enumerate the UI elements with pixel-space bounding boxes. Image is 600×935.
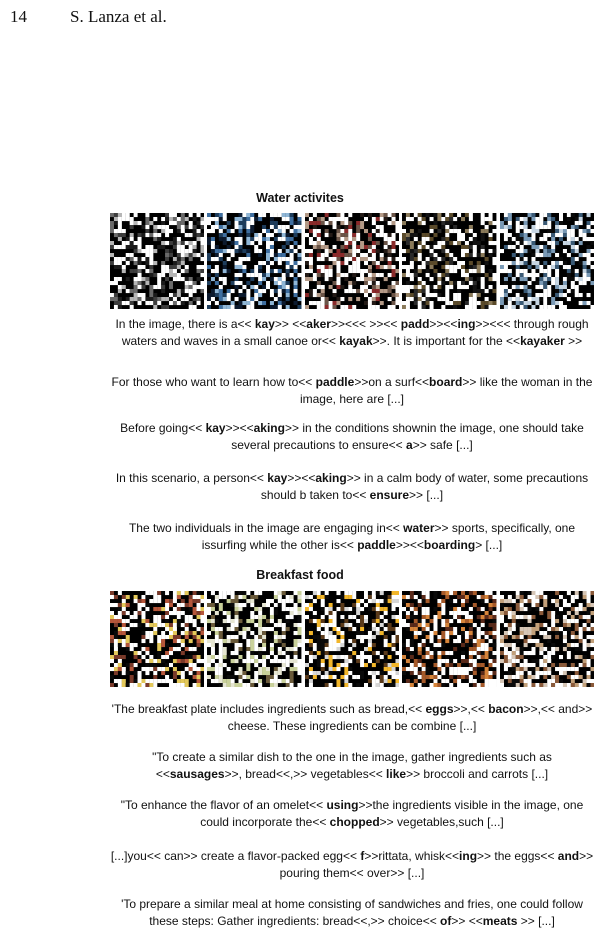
highlighted-token: bacon	[488, 702, 524, 716]
caption-text: >>rittata, whisk<<	[364, 849, 460, 863]
highlighted-token: of	[440, 913, 452, 928]
section-title-breakfast: Breakfast food	[256, 568, 344, 582]
highlighted-token: board	[429, 375, 463, 389]
caption-paragraph	[108, 701, 596, 734]
masked-image-mosaic	[207, 591, 301, 687]
caption-text: >> <<	[274, 317, 307, 331]
kayak-image-3	[305, 213, 399, 309]
caption-text: >> like the woman in the image, here are [...]	[299, 375, 593, 406]
caption-text: >><<	[429, 317, 458, 331]
breakfast-image-1	[110, 591, 204, 687]
kayak-image-5	[500, 213, 594, 309]
image-strip-water	[110, 213, 594, 309]
caption-paragraph	[108, 749, 596, 782]
highlighted-token: using	[326, 798, 359, 812]
highlighted-token: sausages	[169, 766, 225, 781]
highlighted-token: water	[403, 521, 435, 535]
caption-text: >>,<< and>> cheese. These ingredients can be combine [...]	[227, 702, 593, 733]
caption-text: >> broccoli and carrots [...]	[406, 766, 549, 781]
highlighted-token: aker	[306, 317, 331, 331]
caption-text: >> the eggs<<	[477, 849, 558, 863]
masked-image-mosaic	[305, 213, 399, 309]
caption-paragraph	[108, 470, 596, 503]
caption-paragraph	[108, 420, 596, 453]
highlighted-token: ing	[459, 849, 478, 863]
breakfast-image-4	[402, 591, 496, 687]
caption-text: > [...]	[475, 537, 503, 552]
caption-text: >> sports, specifically, one issurfing while the other is<<	[201, 521, 576, 552]
caption-text: >>	[564, 333, 583, 348]
highlighted-token: aking	[253, 421, 285, 435]
caption-text: >><<	[287, 471, 316, 485]
caption-text: >> [...]	[409, 487, 444, 502]
highlighted-token: kayaker	[520, 333, 565, 348]
caption-text: In the image, there is a<<	[115, 317, 255, 331]
caption-text: [...]you<< can>> create a flavor-packed egg<<	[110, 849, 361, 863]
caption-text: >> in a calm body of water, some precautions should b taken to<<	[260, 471, 589, 502]
masked-image-mosaic	[402, 591, 496, 687]
caption-text: Before going<<	[120, 421, 206, 435]
breakfast-image-3	[305, 591, 399, 687]
highlighted-token: a	[406, 437, 413, 452]
caption-text: >> in the conditions shownin the image, one should take several precautions to ensure<<	[231, 421, 584, 452]
caption-text: "To enhance the flavor of an omelet<<	[120, 798, 327, 812]
caption-text: >><<< through rough waters and waves in a small canoe or<<	[121, 317, 589, 348]
masked-image-mosaic	[110, 213, 204, 309]
highlighted-token: padd	[400, 317, 430, 331]
highlighted-token: chopped	[329, 814, 380, 829]
highlighted-token: kayak	[339, 333, 373, 348]
masked-image-mosaic	[500, 591, 594, 687]
page-number: 14	[10, 7, 27, 26]
kayak-image-1	[110, 213, 204, 309]
caption-text: In this scenario, a person<<	[115, 471, 268, 485]
caption-text: >>on a surf<<	[354, 375, 430, 389]
highlighted-token: kay	[267, 471, 288, 485]
caption-text: >>, bread<<,>> vegetables<<	[224, 766, 387, 781]
caption-paragraph	[108, 520, 596, 553]
breakfast-image-2	[207, 591, 301, 687]
caption-text: >> pouring them<< over>> [...]	[279, 849, 594, 880]
caption-text: 'The breakfast plate includes ingredients such as bread,<<	[111, 702, 426, 716]
caption-paragraph	[108, 316, 596, 349]
caption-text: "To create a similar dish to the one in the image, gather ingredients such as <<	[152, 750, 552, 781]
highlighted-token: and	[557, 849, 580, 863]
highlighted-token: eggs	[425, 702, 454, 716]
highlighted-token: ing	[457, 317, 476, 331]
caption-paragraph	[108, 374, 596, 407]
highlighted-token: boarding	[423, 537, 476, 552]
highlighted-token: ensure	[369, 487, 410, 502]
highlighted-token: f	[360, 849, 365, 863]
masked-image-mosaic	[110, 591, 204, 687]
highlighted-token: meats	[482, 913, 518, 928]
caption-text: >> [...]	[517, 913, 555, 928]
highlighted-token: kay	[254, 317, 275, 331]
caption-text: >> <<	[451, 913, 483, 928]
caption-text: >>,<<	[453, 702, 489, 716]
caption-paragraph	[108, 896, 596, 929]
highlighted-token: like	[386, 766, 407, 781]
caption-text: >> vegetables,such [...]	[379, 814, 504, 829]
caption-text: For those who want to learn how to<<	[111, 375, 316, 389]
caption-paragraph	[108, 797, 596, 830]
image-strip-breakfast	[110, 591, 594, 687]
caption-paragraph	[108, 848, 596, 881]
caption-text: >>the ingredients visible in the image, one could incorporate the<<	[200, 798, 584, 829]
masked-image-mosaic	[207, 213, 301, 309]
caption-text: >>. It is important for the <<	[372, 333, 521, 348]
highlighted-token: kay	[205, 421, 226, 435]
masked-image-mosaic	[305, 591, 399, 687]
caption-text: The two individuals in the image are engaging in<<	[128, 521, 404, 535]
highlighted-token: paddle	[357, 537, 396, 552]
running-authors: S. Lanza et al.	[70, 7, 167, 26]
highlighted-token: aking	[315, 471, 347, 485]
masked-image-mosaic	[402, 213, 496, 309]
caption-text: >><<< >><<	[330, 317, 401, 331]
caption-text: >><<	[225, 421, 254, 435]
kayak-image-2	[207, 213, 301, 309]
kayak-image-4	[402, 213, 496, 309]
section-title-water: Water activites	[256, 191, 344, 205]
caption-text: 'To prepare a similar meal at home consisting of sandwiches and fries, one could follow these steps: Gather ingredients: bread<<,>> choice<<	[121, 897, 583, 928]
caption-text: >><<	[395, 537, 424, 552]
breakfast-image-5	[500, 591, 594, 687]
caption-text: >> safe [...]	[412, 437, 473, 452]
masked-image-mosaic	[500, 213, 594, 309]
highlighted-token: paddle	[315, 375, 355, 389]
page-header	[10, 7, 167, 27]
